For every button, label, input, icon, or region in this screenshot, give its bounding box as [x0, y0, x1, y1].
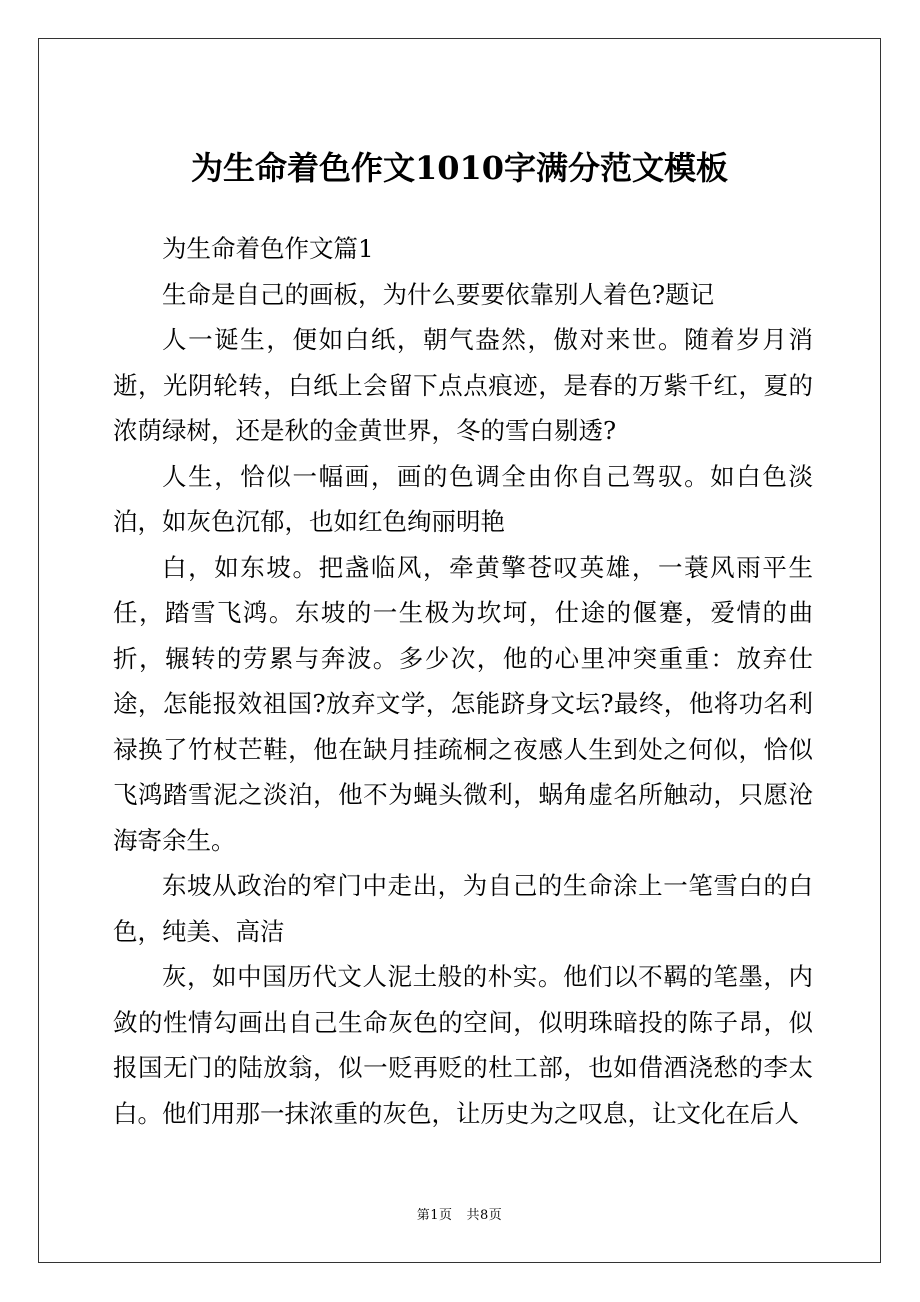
paragraph: 灰，如中国历代文人泥土般的朴实。他们以不羁的笔墨，内敛的性情勾画出自己生命灰色的空间，似明珠暗投的陈子昂，似报国无门的陆放翁，似一贬再贬的杜工部，也如借酒浇愁的李太白。他们用那一抹浓重的灰色，让历史为之叹息，让文化在后人	[113, 962, 813, 1128]
page-footer	[38, 1206, 881, 1226]
paragraph-epigraph: 生命是自己的画板，为什么要要依靠别人着色?题记	[162, 279, 715, 309]
page-number: 第1页	[416, 1208, 453, 1223]
paragraph: 白，如东坡。把盏临风，牵黄擎苍叹英雄，一蓑风雨平生任，踏雪飞鸿。东坡的一生极为坎坷，仕途的偃蹇，爱情的曲折，辗转的劳累与奔波。多少次，他的心里冲突重重：放弃仕途，怎能报效祖国?放弃文学，怎能跻身文坛?最终，他将功名利禄换了竹杖芒鞋，他在缺月挂疏桐之夜感人生到处之何似，恰似飞鸿踏雪泥之淡泊，他不为蝇头微利，蜗角虚名所触动，只愿沧海寄余生。	[113, 552, 813, 855]
document-title: 为生命着色作文1010字满分范文模板	[190, 149, 729, 187]
paragraph-heading: 为生命着色作文篇1	[162, 234, 374, 263]
paragraph: 人一诞生，便如白纸，朝气盎然，傲对来世。随着岁月消逝，光阴轮转，白纸上会留下点点痕迹，是春的万紫千红，夏的浓荫绿树，还是秋的金黄世界，冬的雪白剔透?	[113, 325, 813, 445]
page-total: 共8页	[466, 1208, 503, 1223]
paragraph: 东坡从政治的窄门中走出，为自己的生命涂上一笔雪白的白色，纯美、高洁	[113, 871, 813, 946]
paragraph: 人生，恰似一幅画，画的色调全由你自己驾驭。如白色淡泊，如灰色沉郁，也如红色绚丽明艳	[113, 461, 813, 536]
document-body	[113, 226, 813, 1136]
